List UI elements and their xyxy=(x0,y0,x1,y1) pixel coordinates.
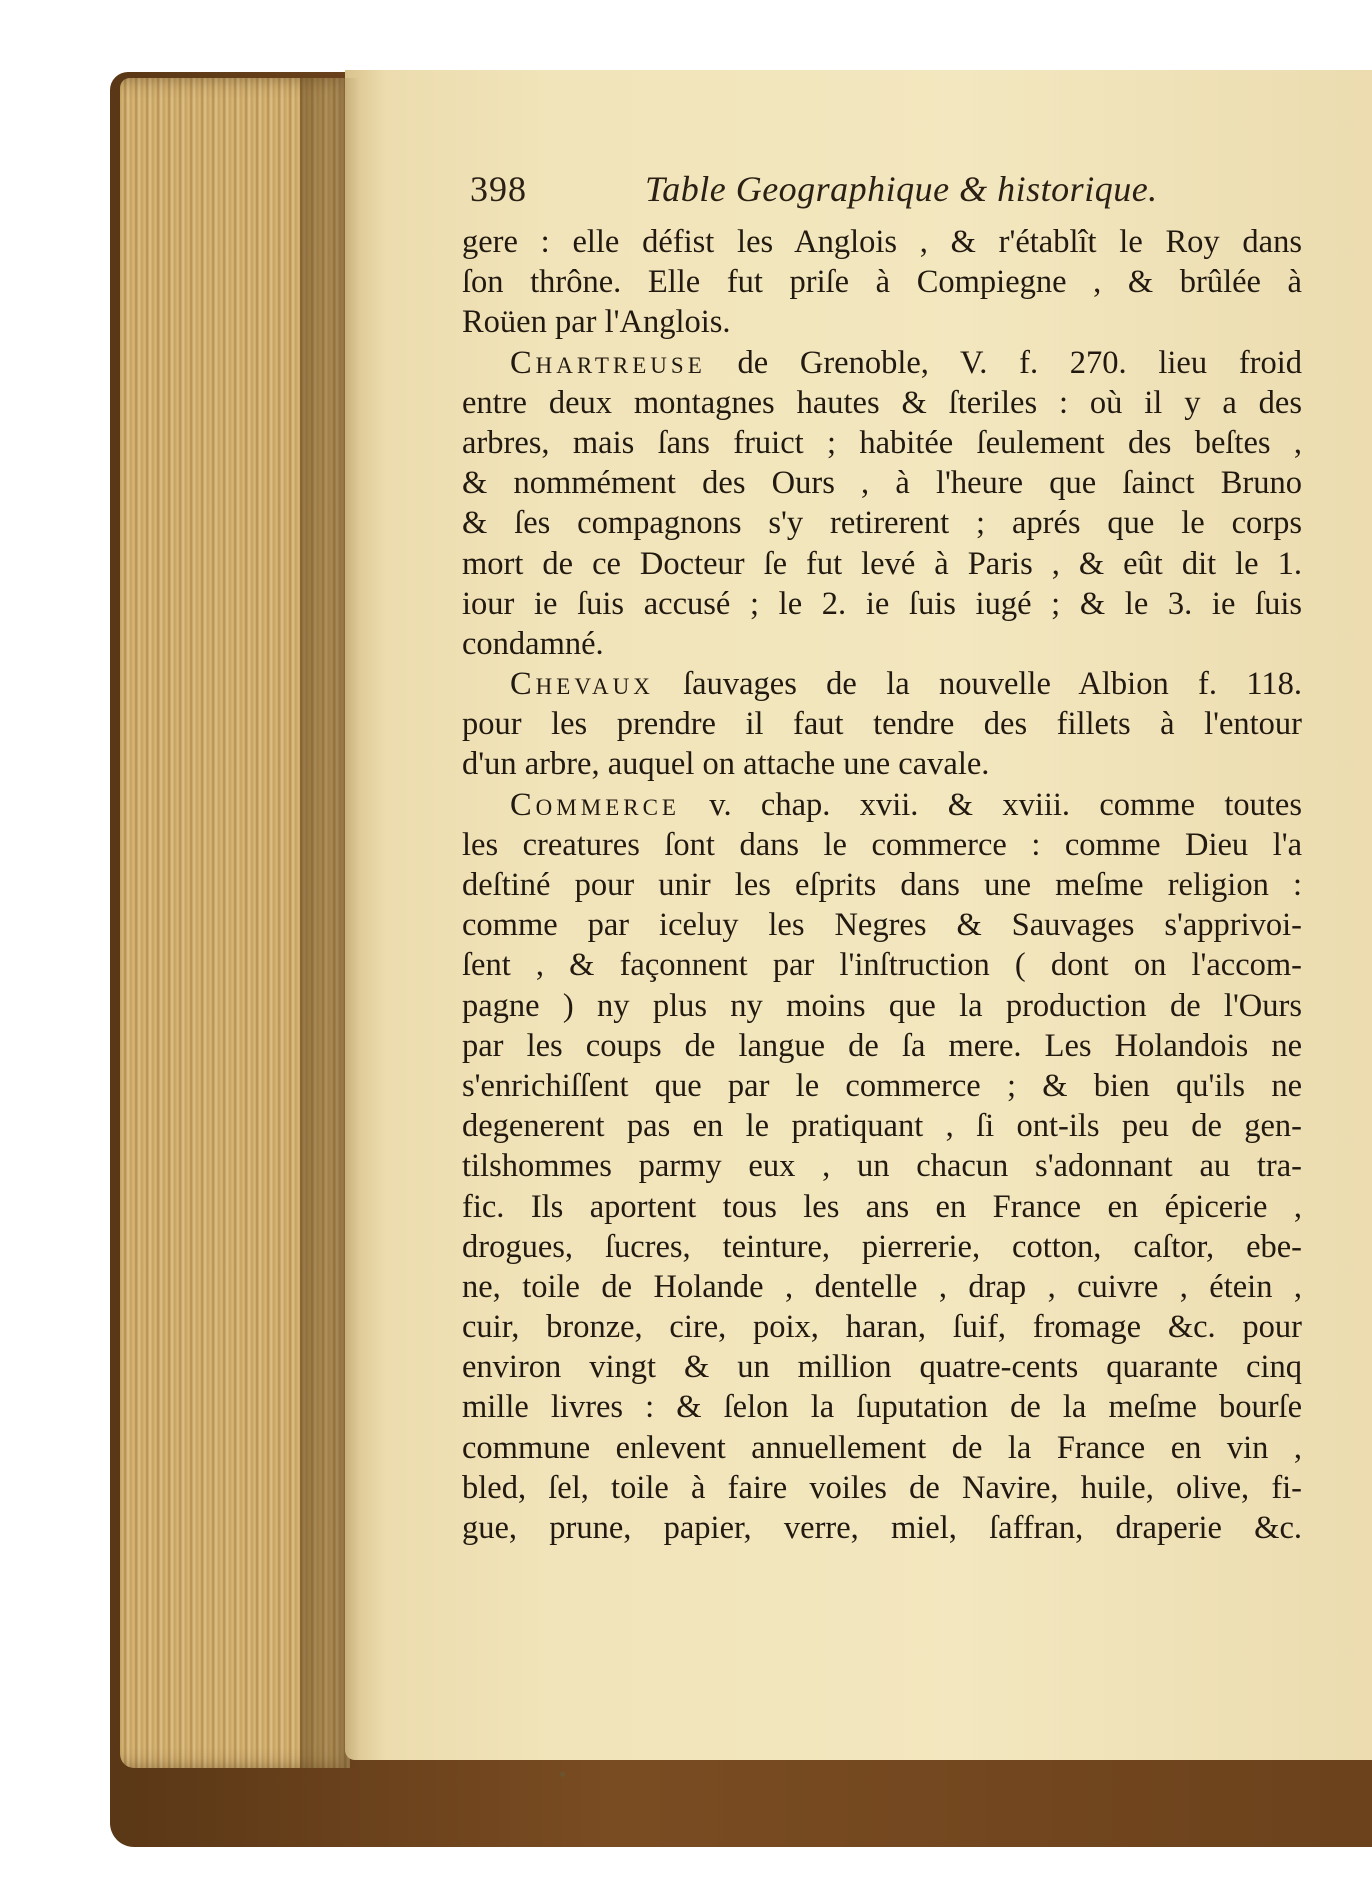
text-line: arbres, mais ſans fruict ; habitée ſeulement des beſtes , xyxy=(462,424,1302,461)
text-line: fic. Ils aportent tous les ans en France en épicerie , xyxy=(462,1188,1302,1225)
entry-headword: Chevaux xyxy=(510,666,654,703)
text-line: drogues, ſucres, teinture, pierrerie, cotton, caſtor, ebe- xyxy=(462,1228,1302,1265)
text-line: gue, prune, papier, verre, miel, ſaffran, draperie &c. xyxy=(462,1510,1302,1546)
text-line: & ſes compagnons s'y retirerent ; aprés que le corps xyxy=(462,505,1302,542)
ink-spot xyxy=(560,1772,565,1777)
text-block xyxy=(462,222,1302,1592)
gutter-shadow xyxy=(300,78,360,1768)
text-line: entre deux montagnes hautes & ſteriles : où il y a des xyxy=(462,384,1302,421)
text-line: comme par iceluy les Negres & Sauvages s'apprivoi- xyxy=(462,907,1302,944)
text-line: s'enrichiſſent que par le commerce ; & bien qu'ils ne xyxy=(462,1067,1302,1104)
text-line: les creatures ſont dans le commerce : comme Dieu l'a xyxy=(462,826,1302,863)
text-line: degenerent pas en le pratiquant , ſi ont-ils peu de gen- xyxy=(462,1108,1302,1145)
text-line: d'un arbre, auquel on attache une cavale. xyxy=(462,746,990,783)
entry-first-line-text: ſauvages de la nouvelle Albion f. 118. xyxy=(653,666,1302,703)
text-line: bled, ſel, toile à faire voiles de Navire, huile, olive, fi- xyxy=(462,1469,1302,1506)
text-line: ſon thrône. Elle fut priſe à Compiegne , & brûlée à xyxy=(462,264,1302,301)
text-line: cuir, bronze, cire, poix, haran, ſuif, fromage &c. pour xyxy=(462,1309,1302,1346)
text-line: tilshommes parmy eux , un chacun s'adonnant au tra- xyxy=(462,1148,1302,1185)
text-line: pagne ) ny plus ny moins que la production de l'Ours xyxy=(462,987,1302,1024)
text-line: mille livres : & ſelon la ſuputation de la meſme bourſe xyxy=(462,1389,1302,1426)
page-number: 398 xyxy=(470,169,527,209)
text-line: Roüen par l'Anglois. xyxy=(462,304,731,341)
entry-headword: Commerce xyxy=(510,786,680,823)
text-line: ne, toile de Holande , dentelle , drap , cuivre , étein , xyxy=(462,1268,1302,1305)
entry-first-line xyxy=(462,664,1302,704)
text-line: iour ie ſuis accusé ; le 2. ie ſuis iugé ; & le 3. ie ſuis xyxy=(462,585,1302,622)
entry-headword: Chartreuse xyxy=(510,344,706,381)
running-head: Table Geographique & historique. xyxy=(645,169,1158,209)
text-line: pour les prendre il faut tendre des fillets à l'entour xyxy=(462,706,1302,743)
text-line: commune enlevent annuellement de la France en vin , xyxy=(462,1429,1302,1466)
page-header xyxy=(470,168,1300,216)
text-line: ſent , & façonnent par l'inſtruction ( dont on l'accom- xyxy=(462,947,1302,984)
text-line: mort de ce Docteur ſe fut levé à Paris , & eût dit le 1. xyxy=(462,545,1302,582)
entry-first-line xyxy=(462,785,1302,825)
text-line: & nommément des Ours , à l'heure que ſainct Bruno xyxy=(462,465,1302,502)
text-line: deſtiné pour unir les eſprits dans une meſme religion : xyxy=(462,867,1302,903)
entry-first-line-text: v. chap. xvii. & xviii. comme toutes xyxy=(679,786,1302,823)
text-line: par les coups de langue de ſa mere. Les Holandois ne xyxy=(462,1027,1302,1064)
text-line: gere : elle défist les Anglois , & r'établît le Roy dans xyxy=(462,224,1302,260)
entry-first-line xyxy=(462,343,1302,383)
text-line: environ vingt & un million quatre-cents quarante cinq xyxy=(462,1349,1302,1386)
text-line: condamné. xyxy=(462,625,604,662)
entry-first-line-text: de Grenoble, V. f. 270. lieu froid xyxy=(705,344,1302,381)
